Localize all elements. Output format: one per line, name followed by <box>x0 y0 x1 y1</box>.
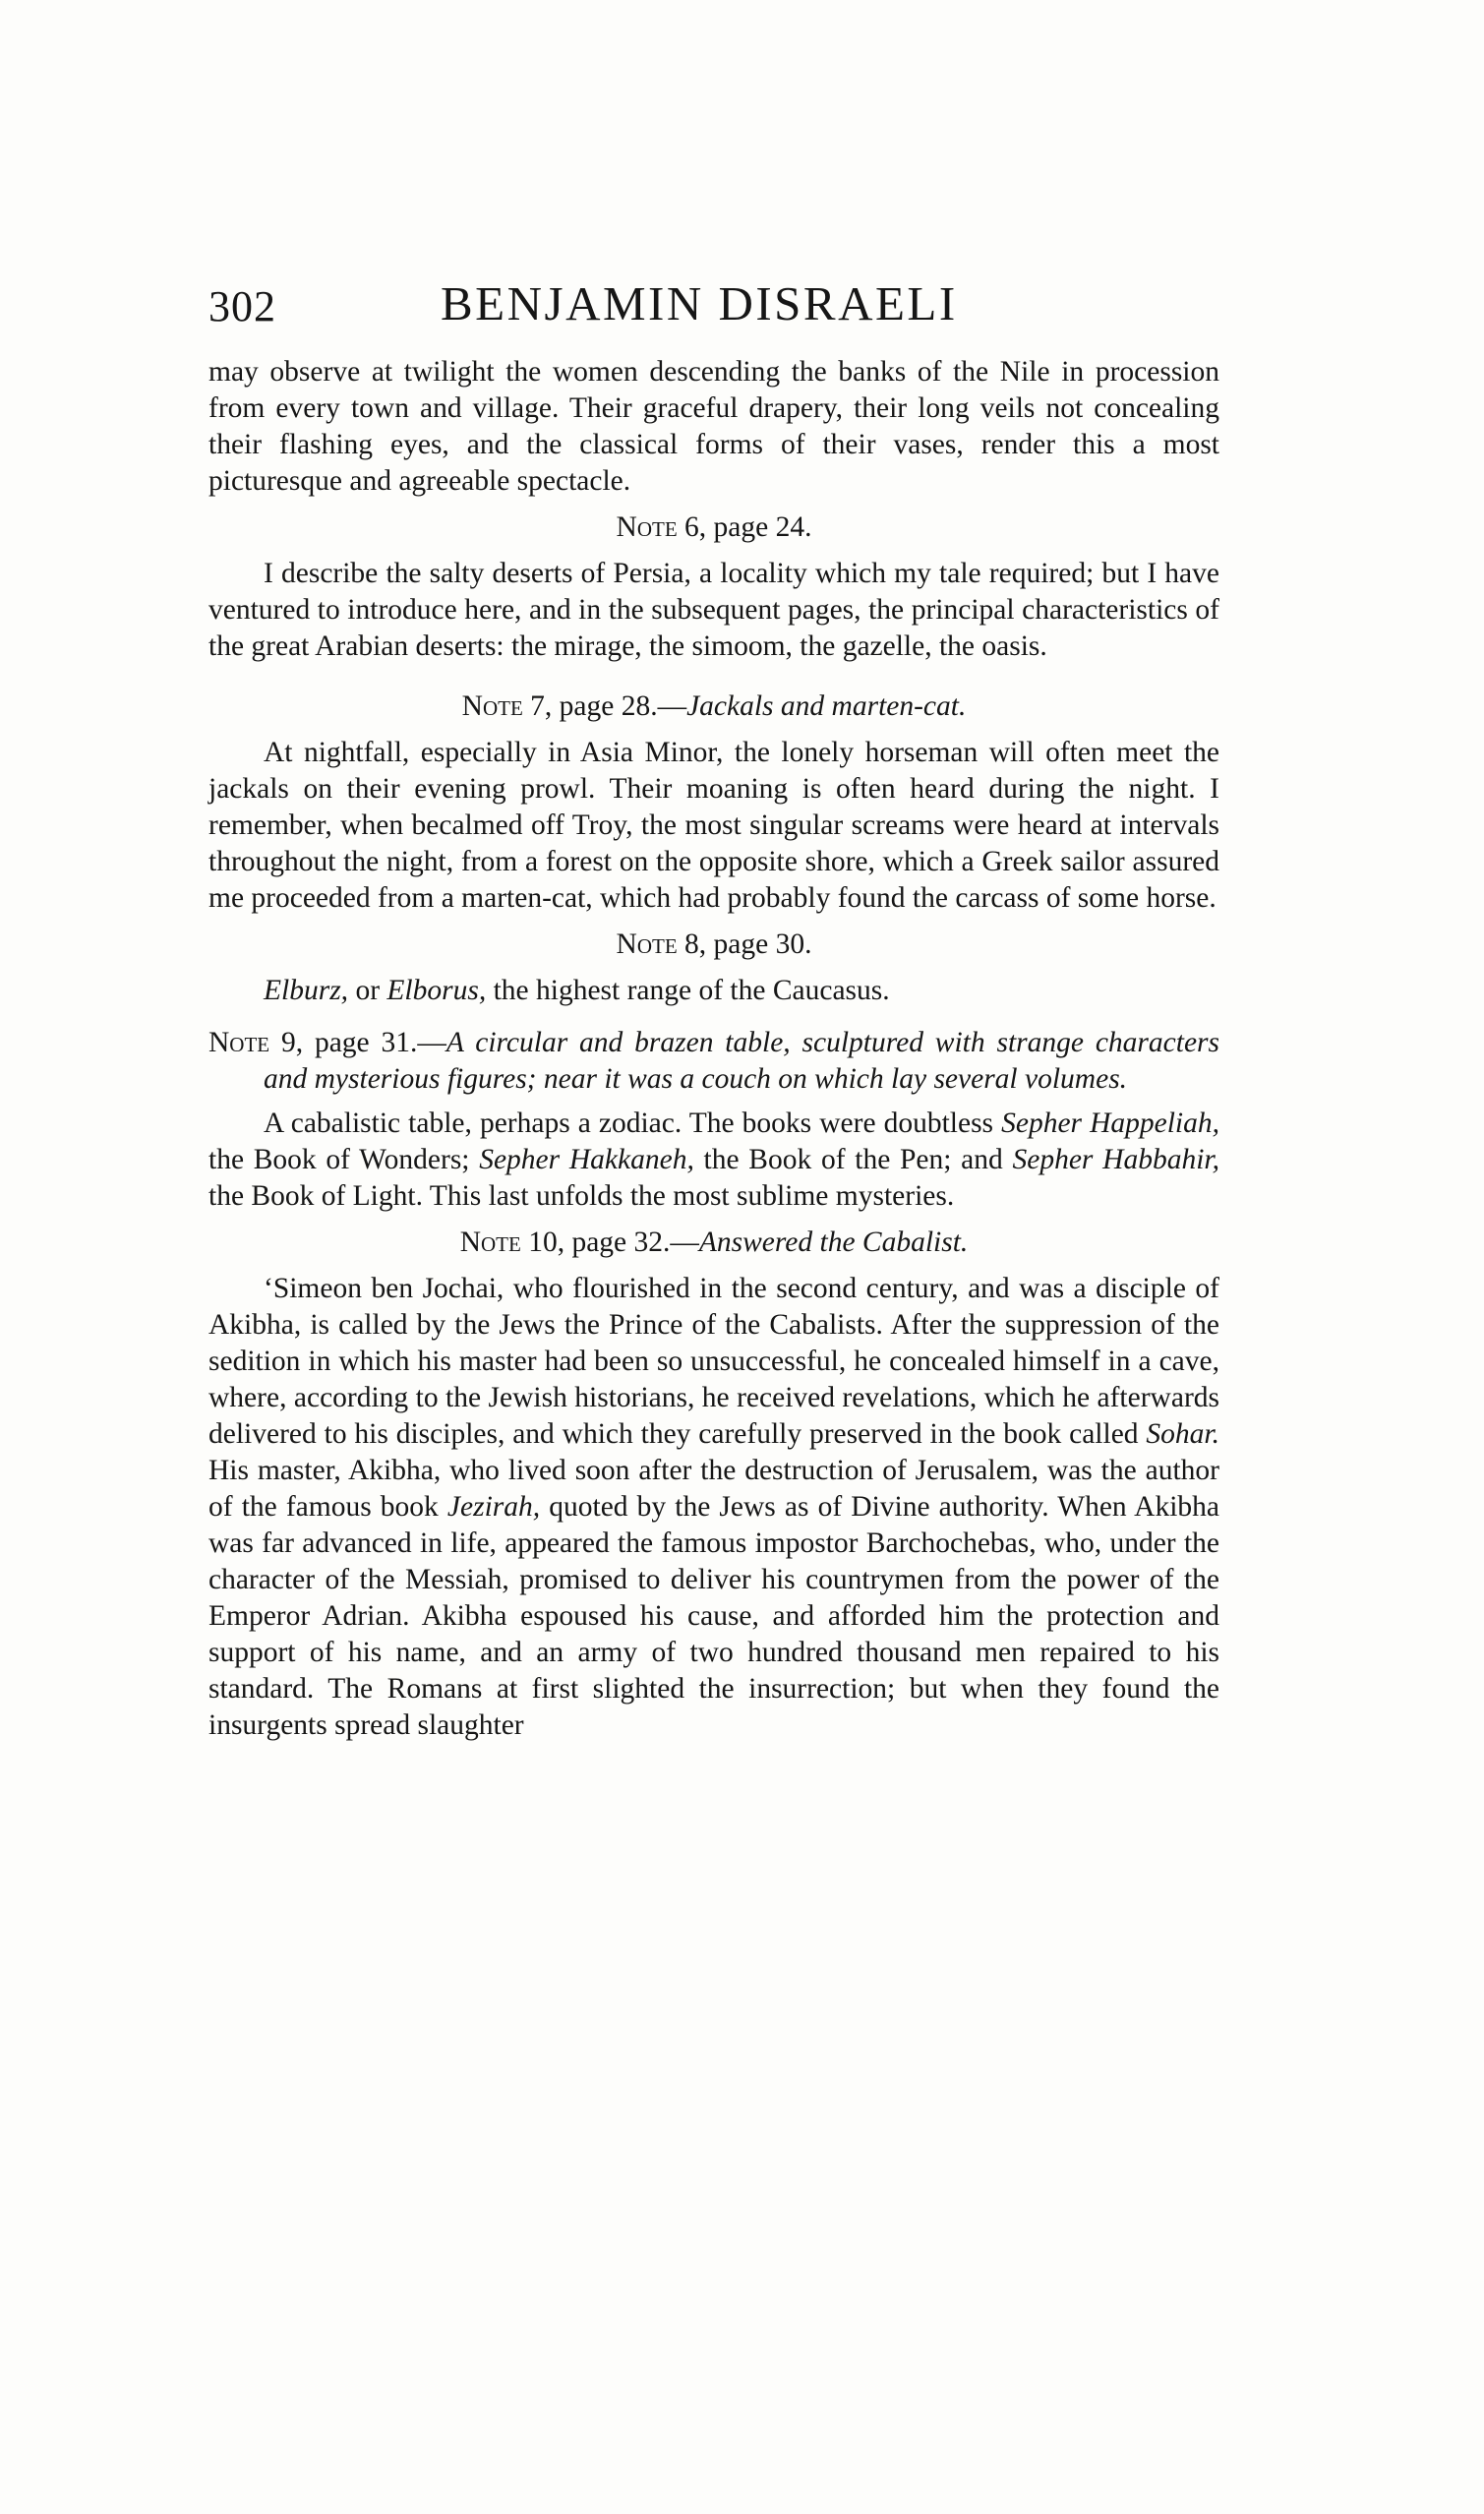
book-title-habbahir: Sepher Habbahir, <box>1012 1144 1219 1175</box>
note-label: Note <box>616 511 678 543</box>
note-10-body <box>208 1271 1219 1744</box>
note-title: Answered the Cabalist. <box>698 1227 969 1258</box>
term-elburz: Elburz, <box>264 975 349 1006</box>
note-9-text-a: A cabalistic table, perhaps a zodiac. The books were doubtless <box>264 1107 1002 1139</box>
note-10-heading <box>208 1225 1219 1261</box>
note-ref: 10, page 32.— <box>520 1227 699 1258</box>
note-8-text: the highest range of the Caucasus. <box>486 975 890 1006</box>
note-label: Note <box>616 928 678 960</box>
note-label: Note <box>461 690 523 722</box>
note-7-heading <box>208 688 1219 725</box>
book-title-sohar: Sohar. <box>1146 1418 1219 1450</box>
note-ref: 9, page 31.— <box>269 1027 446 1058</box>
page-number: 302 <box>208 282 276 330</box>
term-elborus: Elborus, <box>386 975 487 1006</box>
note-ref: 8, page 30. <box>677 928 812 960</box>
note-title: Jackals and marten-cat. <box>686 690 967 722</box>
paragraph-continued: may observe at twilight the women descending the banks of the Nile in procession from every town and village. Their graceful drapery, their long veils not concealing their flashing eyes, and the classical forms of their vases, render this a most picturesque and agreeable spectacle. <box>208 356 1219 497</box>
text-or: or <box>348 975 387 1006</box>
note-9-body <box>208 1106 1219 1215</box>
note-6-body: I describe the salty deserts of Persia, a locality which my tale required; but I have ventured to introduce here, and in the subsequent pages, the principal characteristics of the great Arabian deserts: the mirage, the simoom, the gazelle, the oasis. <box>208 558 1219 662</box>
running-head: BENJAMIN DISRAELI <box>441 276 958 330</box>
note-9-text-c: the Book of the Pen; and <box>693 1144 1013 1175</box>
note-8-heading <box>208 927 1219 963</box>
note-label: Note <box>208 1027 270 1058</box>
page-header <box>208 275 1219 354</box>
book-title-happeliah: Sepher Happeliah, <box>1001 1107 1219 1139</box>
book-title-hakkaneh: Sepher Hakkaneh, <box>479 1144 694 1175</box>
note-9-text-b: the Book of Wonders; <box>208 1144 480 1175</box>
note-9-heading <box>208 1025 1219 1098</box>
note-ref: 6, page 24. <box>677 511 812 543</box>
book-page <box>208 275 1219 1744</box>
note-6-heading <box>208 509 1219 546</box>
note-label: Note <box>459 1227 521 1258</box>
note-8-body <box>208 973 1219 1009</box>
note-9-text-d: the Book of Light. This last unfolds the most sublime mysteries. <box>208 1180 955 1212</box>
note-10-text-a: ‘Simeon ben Jochai, who flourished in the second century, and was a disciple of Akibha, is called by the Jews the Prince of the Cabalists. After the suppression of the sedition in which his master had been so unsuccessful, he concealed himself in a cave, where, according to the Jewish historians, he received revelations, which he afterwards delivered to his disciples, and which they carefully preserved in the book called <box>208 1273 1219 1450</box>
note-10-text-b: His master, Akibha, who lived soon after the destruction of Jerusalem, was the author of the famous book <box>208 1455 1219 1523</box>
note-7-body: At nightfall, especially in Asia Minor, the lonely horseman will often meet the jackals on their evening prowl. Their moaning is often heard during the night. I remember, when becalmed off Troy, the most singular screams were heard at intervals throughout the night, from a forest on the opposite shore, which a Greek sailor assured me proceeded from a marten-cat, which had probably found the carcass of some horse. <box>208 737 1219 914</box>
note-10-text-c: quoted by the Jews as of Divine authority. When Akibha was far advanced in life, appeared the famous impostor Barchochebas, who, under the character of the Messiah, promised to deliver his countrymen from the power of the Emperor Adrian. Akibha espoused his cause, and afforded him the protection and support of his name, and an army of two hundred thousand men repaired to his standard. The Romans at first slighted the insurrection; but when they found the insurgents spread slaughter <box>208 1491 1219 1741</box>
note-title: A circular and brazen table, sculptured with strange characters and mysterious figures; near it was a couch on which lay several volumes. <box>264 1027 1220 1095</box>
note-ref: 7, page 28.— <box>522 690 687 722</box>
book-title-jezirah: Jezirah, <box>446 1491 541 1523</box>
